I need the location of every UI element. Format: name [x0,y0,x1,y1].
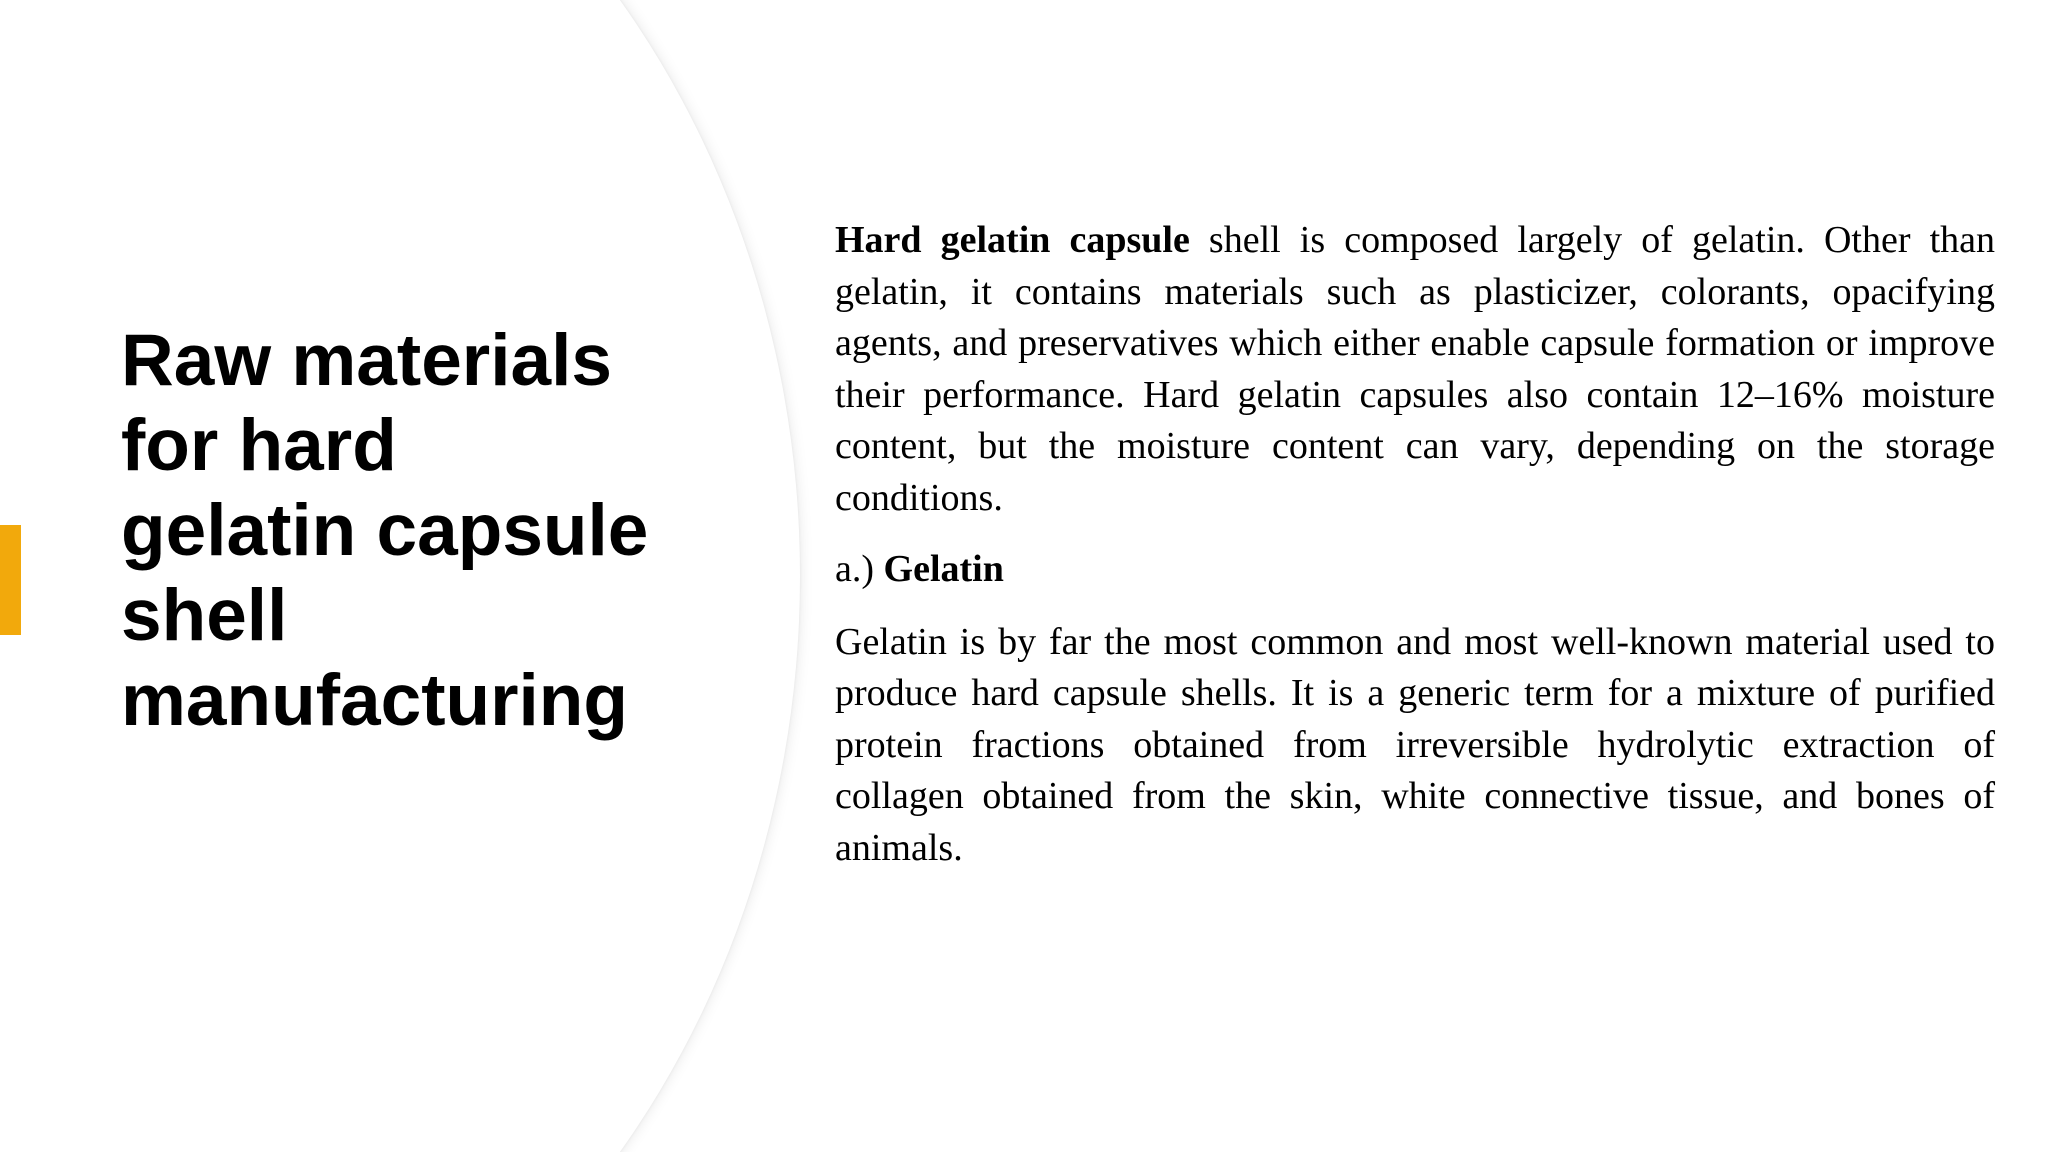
subheading-prefix: a.) [835,548,884,590]
intro-rest: shell is composed largely of gelatin. Other than gelatin, it contains materials such as plasticizer, colorants, opacifying agents, and preservatives which either enable capsule formation or improve their performance. Hard gelatin capsules also contain 12–16% moisture content, but the moisture content can vary, depending on the storage conditions. [835,219,1995,519]
intro-lead-bold: Hard gelatin capsule [835,219,1190,261]
intro-paragraph [835,215,1995,524]
slide-title [121,318,741,743]
title-line: shell [121,575,288,656]
title-line: manufacturing [121,660,628,741]
accent-bar [0,525,21,635]
title-line: Raw materials [121,320,612,401]
body-text [835,215,1995,874]
subheading-label: Gelatin [883,548,1004,590]
title-line: for hard [121,405,397,486]
subheading-gelatin [835,544,1995,596]
title-line: gelatin capsule [121,490,649,571]
gelatin-paragraph: Gelatin is by far the most common and most well-known material used to produce hard capsule shells. It is a generic term for a mixture of purified protein fractions obtained from irreversible hydrolytic extraction of collagen obtained from the skin, white connective tissue, and bones of animals. [835,620,1995,869]
